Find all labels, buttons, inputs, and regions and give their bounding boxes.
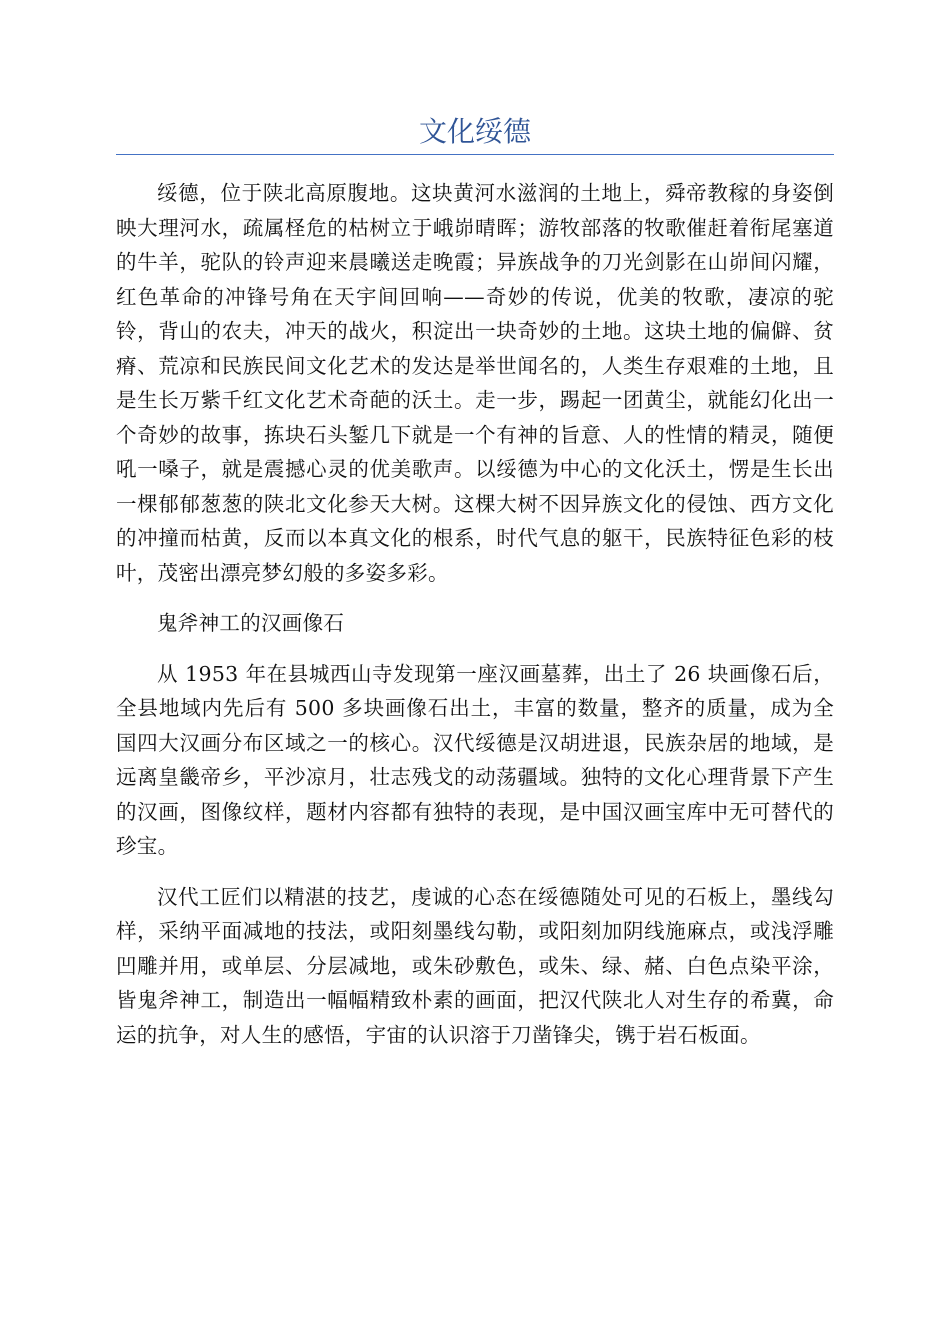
page-title: 文化绥德 xyxy=(418,115,531,148)
title-underline xyxy=(116,154,834,155)
paragraph-intro: 绥德，位于陕北高原腹地。这块黄河水滋润的土地上，舜帝教稼的身姿倒映大理河水，疏属柽危的枯树立于峨峁晴晖；游牧部落的牧歌催赶着衔尾塞道的牛羊，驼队的铃声迎来晨曦送走晚霞；异族战争的刀光剑影在山峁间闪耀，红色革命的冲锋号角在天宇间回响——奇妙的传说，优美的牧歌，凄凉的驼铃，背山的农夫，冲天的战火，积淀出一块奇妙的土地。这块土地的偏僻、贫瘠、荒凉和民族民间文化艺术的发达是举世闻名的，人类生存艰难的土地，且是生长万紫千红文化艺术奇葩的沃土。走一步，踢起一团黄尘，就能幻化出一个奇妙的故事，拣块石头錾几下就是一个有神的旨意、人的性情的精灵，随便吼一嗓子，就是震撼心灵的优美歌声。以绥德为中心的文化沃土，愣是生长出一棵郁郁葱葱的陕北文化参天大树。这棵大树不因异族文化的侵蚀、西方文化的冲撞而枯黄，反而以本真文化的根系，时代气息的躯干，民族特征色彩的枝叶，茂密出漂亮梦幻般的多姿多彩。 xyxy=(116,181,834,585)
paragraph-craftsmen: 汉代工匠们以精湛的技艺，虔诚的心态在绥德随处可见的石板上，墨线勾样，采纳平面减地的技法，或阳刻墨线勾勒，或阳刻加阴线施麻点，或浅浮雕凹雕并用，或单层、分层减地，或朱砂敷色，或朱、绿、赭、白色点染平涂，皆鬼斧神工，制造出一幅幅精致朴素的画面，把汉代陕北人对生存的希冀，命运的抗争，对人生的感悟，宇宙的认识溶于刀凿锋尖，镌于岩石板面。 xyxy=(116,884,834,1047)
paragraph-han-stones: 从 1953 年在县城西山寺发现第一座汉画墓葬，出土了 26 块画像石后，全县地域内先后有 500 多块画像石出土，丰富的数量，整齐的质量，成为全国四大汉画分布区域之一的核心。汉代绥德是汉胡进退，民族杂居的地域，是远离皇畿帝乡，平沙凉月，壮志残戈的动荡疆域。独特的文化心理背景下产生的汉画，图像纹样，题材内容都有独特的表现，是中国汉画宝库中无可替代的珍宝。 xyxy=(116,661,834,858)
section-heading: 鬼斧神工的汉画像石 xyxy=(157,611,345,635)
document-body xyxy=(116,176,834,1068)
